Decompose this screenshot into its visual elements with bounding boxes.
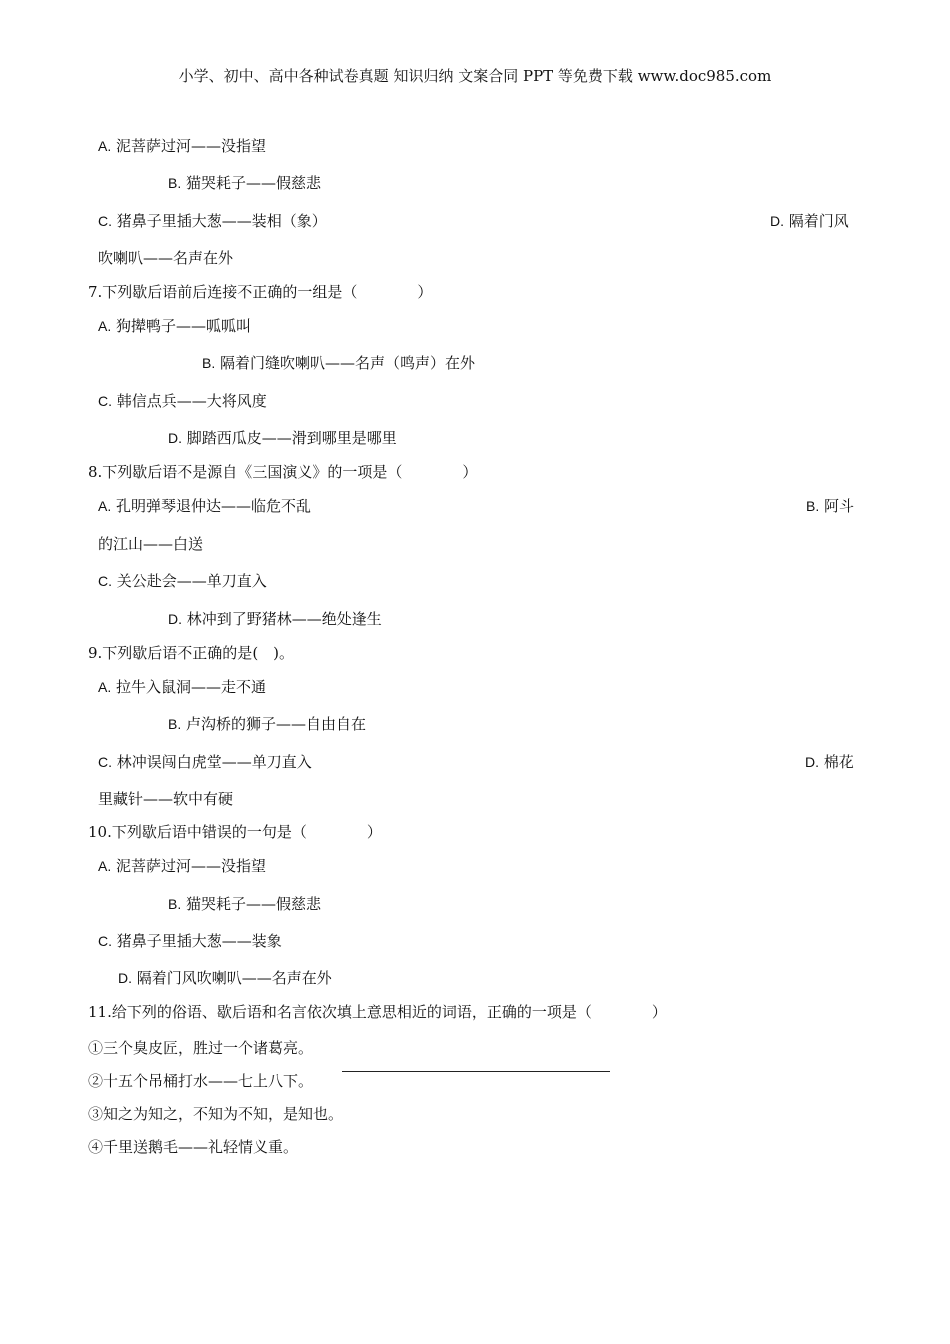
- q10-option-a: [98, 856, 266, 876]
- option-label: D.: [770, 213, 784, 229]
- q8-stem: 8.下列歇后语不是源自《三国演义》的一项是（ ）: [88, 463, 478, 481]
- option-text: 泥菩萨过河——没指望: [116, 857, 267, 875]
- q7-option-a: [98, 316, 251, 336]
- option-label: A.: [98, 498, 112, 514]
- q9-option-d: [805, 752, 854, 772]
- option-text: 猪鼻子里插大葱——装象: [116, 932, 282, 950]
- q9-option-b: [168, 714, 366, 734]
- option-label: B.: [168, 896, 182, 912]
- option-label: B.: [806, 498, 820, 514]
- answer-blank-line[interactable]: [342, 1071, 610, 1072]
- option-label: D.: [118, 970, 132, 986]
- option-label: C.: [98, 393, 112, 409]
- q6-option-d: [770, 211, 849, 231]
- q9-option-c: [98, 752, 312, 772]
- option-label: A.: [98, 858, 112, 874]
- q8-option-d: [168, 609, 382, 629]
- q8-option-b-continued: 的江山——白送: [98, 535, 204, 553]
- option-text: 猫哭耗子——假慈悲: [186, 174, 322, 192]
- option-label: D.: [805, 754, 819, 770]
- option-text: 孔明弹琴退仲达——临危不乱: [116, 497, 312, 515]
- q10-option-b: [168, 894, 321, 914]
- option-text: 猪鼻子里插大葱——装相（象）: [116, 212, 327, 230]
- q11-item-3: ③知之为知之，不知为不知，是知也。: [88, 1105, 344, 1123]
- option-text: 狗撵鸭子——呱呱叫: [116, 317, 252, 335]
- option-label: A.: [98, 138, 112, 154]
- option-text: 卢沟桥的狮子——自由自在: [186, 715, 367, 733]
- q6-option-c: [98, 211, 327, 231]
- q10-stem: 10.下列歇后语中错误的一句是（ ）: [88, 823, 382, 841]
- q9-option-a: [98, 677, 266, 697]
- option-label: A.: [98, 318, 112, 334]
- q7-option-b: [202, 353, 475, 373]
- q6-option-a: [98, 136, 266, 156]
- option-text: 隔着门缝吹喇叭——名声（鸣声）在外: [220, 354, 476, 372]
- option-label: C.: [98, 933, 112, 949]
- option-text: 隔着门风吹喇叭——名声在外: [136, 969, 332, 987]
- option-text: 阿斗: [824, 497, 855, 515]
- option-text: 猫哭耗子——假慈悲: [186, 895, 322, 913]
- option-label: C.: [98, 213, 112, 229]
- q8-option-a: [98, 496, 311, 516]
- q10-option-d: [118, 968, 332, 988]
- option-text: 脚踏西瓜皮——滑到哪里是哪里: [186, 429, 397, 447]
- q11-item-2: ②十五个吊桶打水——七上八下。: [88, 1072, 314, 1090]
- q11-stem: 11.给下列的俗语、歇后语和名言依次填上意思相近的词语，正确的一项是（ ）: [88, 1003, 667, 1021]
- option-label: A.: [98, 679, 112, 695]
- option-text: 泥菩萨过河——没指望: [116, 137, 267, 155]
- option-text: 韩信点兵——大将风度: [116, 392, 267, 410]
- q7-option-d: [168, 428, 397, 448]
- option-label: C.: [98, 573, 112, 589]
- q11-item-1: ①三个臭皮匠，胜过一个诸葛亮。: [88, 1039, 314, 1057]
- q8-option-b: [806, 496, 854, 516]
- option-text: 棉花: [823, 753, 854, 771]
- q6-option-d-continued: 吹喇叭——名声在外: [98, 249, 234, 267]
- option-text: 拉牛入鼠洞——走不通: [116, 678, 267, 696]
- q7-option-c: [98, 391, 267, 411]
- q7-stem: 7.下列歇后语前后连接不正确的一组是（ ）: [88, 283, 433, 301]
- page-header: 小学、初中、高中各种试卷真题 知识归纳 文案合同 PPT 等免费下载 www.doc985.com: [178, 67, 772, 85]
- q9-stem: 9.下列歇后语不正确的是( )。: [88, 644, 295, 662]
- option-text: 关公赴会——单刀直入: [116, 572, 267, 590]
- option-text: 林冲误闯白虎堂——单刀直入: [116, 753, 312, 771]
- option-label: B.: [168, 175, 182, 191]
- option-label: C.: [98, 754, 112, 770]
- option-label: D.: [168, 611, 182, 627]
- q8-option-c: [98, 571, 267, 591]
- q11-item-4: ④千里送鹅毛——礼轻情义重。: [88, 1138, 299, 1156]
- q9-option-d-continued: 里藏针——软中有硬: [98, 790, 234, 808]
- q6-option-b: [168, 173, 321, 193]
- option-label: B.: [202, 355, 216, 371]
- q10-option-c: [98, 931, 282, 951]
- option-label: B.: [168, 716, 182, 732]
- option-label: D.: [168, 430, 182, 446]
- option-text: 隔着门风: [788, 212, 849, 230]
- option-text: 林冲到了野猪林——绝处逢生: [186, 610, 382, 628]
